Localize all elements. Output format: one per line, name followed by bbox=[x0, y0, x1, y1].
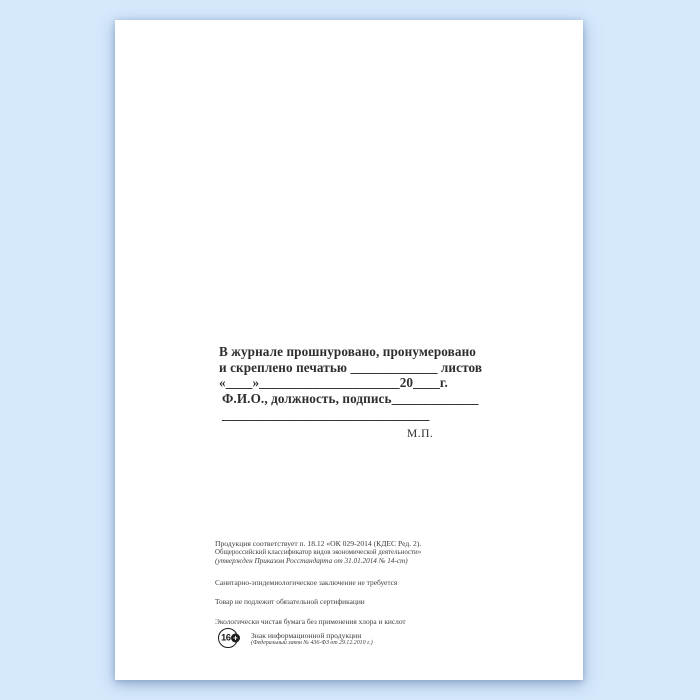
certification-note: Товар не подлежит обязательной сертификации bbox=[215, 597, 365, 607]
standard-reference-line2: Общероссийский классификатор видов экономической деятельности» bbox=[215, 548, 422, 556]
standard-reference-line1: Продукция соответствует п. 18.12 «ОК 029-2014 (КДЕС Ред. 2). bbox=[215, 539, 422, 548]
age-mark-text bbox=[251, 628, 373, 648]
binding-statement-signature-line: Ф.И.О., должность, подпись_____________ bbox=[222, 391, 479, 407]
compliance-block bbox=[215, 539, 421, 626]
stamp-place-label: М.П. bbox=[407, 428, 434, 440]
age-rating-number: 16 bbox=[221, 632, 231, 644]
binding-statement-line1: В журнале прошнуровано, пронумеровано bbox=[219, 344, 476, 359]
binding-statement-blank-line: _______________________________ bbox=[222, 406, 430, 422]
binding-statement bbox=[219, 344, 483, 423]
sanitary-note: Санитарно-эпидемиологическое заключение не требуется bbox=[215, 578, 398, 588]
binding-statement-date-line: «____»_____________________20____г. bbox=[219, 375, 448, 391]
age-mark-law-reference: (Федеральный закон № 436-ФЗ от 29.12.2010 г.) bbox=[251, 640, 373, 646]
standard-reference-line3: (утвержден Приказом Росстандарта от 31.01.2014 № 14-ст) bbox=[215, 557, 408, 566]
age-rating-16plus-icon bbox=[218, 628, 238, 648]
binding-statement-line2: и скреплено печатью _____________ листов bbox=[219, 359, 483, 375]
age-rating-plus-icon: + bbox=[231, 634, 240, 643]
age-rating-mark bbox=[218, 628, 373, 648]
ecology-note: Экологически чистая бумага без применения хлора и кислот bbox=[215, 617, 406, 627]
age-mark-title: Знак информационной продукции bbox=[251, 631, 362, 640]
document-page bbox=[115, 20, 583, 680]
